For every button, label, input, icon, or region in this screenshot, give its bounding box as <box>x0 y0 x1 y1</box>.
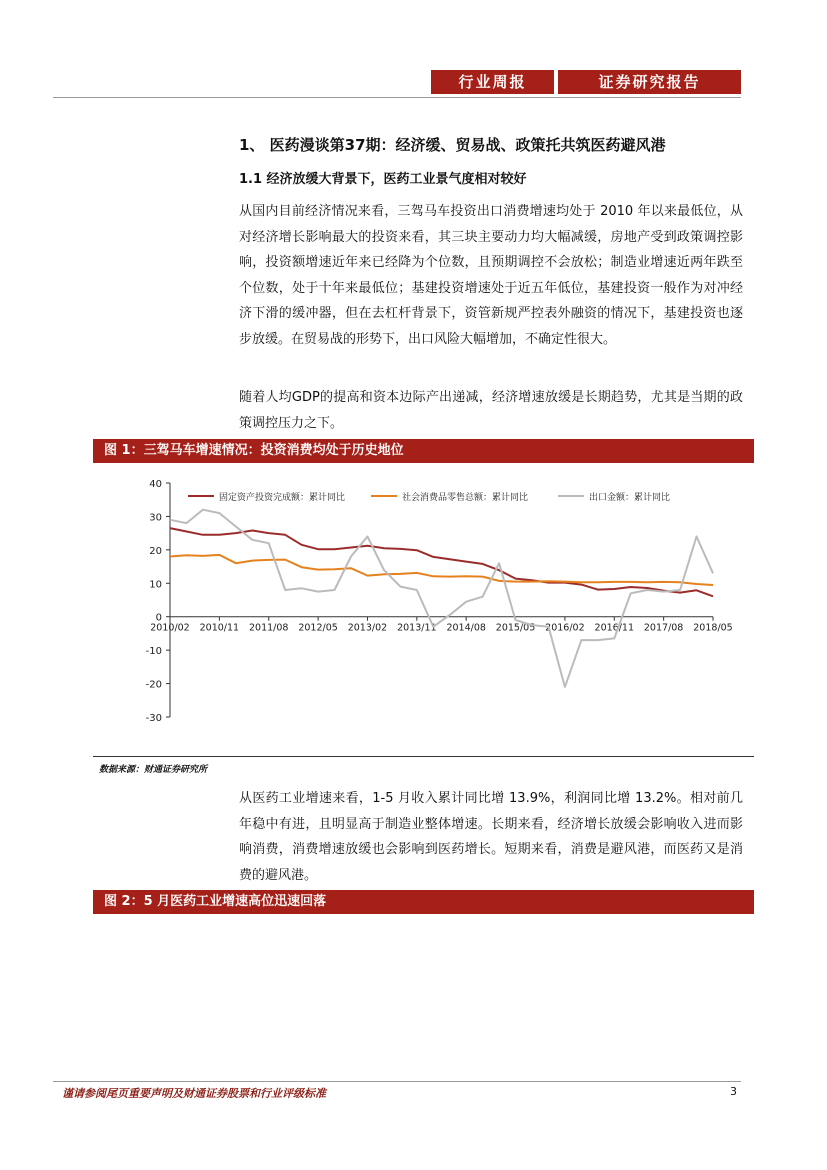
x-tick-label: 2016/11 <box>594 622 635 634</box>
footer-divider <box>53 1081 741 1082</box>
header-tag-weekly: 行业周报 <box>431 70 554 94</box>
x-tick-label: 2018/05 <box>693 622 733 634</box>
y-tick-label: -10 <box>145 646 162 658</box>
header-divider <box>53 97 741 98</box>
footer-disclaimer: 谨请参阅尾页重要声明及财通证券股票和行业评级标准 <box>62 1087 326 1100</box>
y-tick-label: -30 <box>145 713 162 724</box>
figure1-source: 数据来源：财通证券研究所 <box>99 765 208 775</box>
legend-label-0: 固定资产投资完成额：累计同比 <box>219 493 346 503</box>
legend-label-2: 出口金额：累计同比 <box>589 493 671 503</box>
figure2-title: 图 2：5 月医药工业增速高位迅速回落 <box>93 890 754 914</box>
figure2-rule <box>93 912 754 914</box>
figure1-title: 图 1：三驾马车增速情况：投资消费均处于历史地位 <box>93 439 754 463</box>
y-tick-label: 20 <box>149 545 162 557</box>
paragraph-pharma: 从医药工业增速来看，1-5 月收入累计同比增 13.9%，利润同比增 13.2%。相对前几年稳中有进，且明显高于制造业整体增速。长期来看，经济增长放缓会影响收入进而影响消费，消费增速放缓也会影响到医药增长。短期来看，消费是避风港，而医药又是消费的避风港。 <box>239 791 743 883</box>
section-heading: 1、 医药漫谈第37期：经济缓、贸易战、政策托共筑医药避风港 <box>239 136 666 154</box>
x-tick-label: 2015/05 <box>495 622 536 634</box>
paragraph-economy: 从国内目前经济情况来看，三驾马车投资出口消费增速均处于 2010 年以来最低位，从对经济增长影响最大的投资来看，其三块主要动力均大幅减缓，房地产受到政策调控影响，投资额增速近年来已经降为个位数，且预期调控不会放松；制造业增速近两年跌至个位数，处于十年来最低位；基建投资增速处于近五年低位，基建投资一般作为对冲经济下滑的缓冲器，但在去杠杆背景下，资管新规严控表外融资的情况下，基建投资也逐步放缓。在贸易战的形势下，出口风险大幅增加，不确定性很大。 <box>239 204 743 347</box>
series-line-2 <box>170 510 713 687</box>
x-tick-label: 2016/02 <box>545 622 585 634</box>
paragraph-gdp: 随着人均GDP的提高和资本边际产出递减，经济增速放缓是长期趋势，尤其是当期的政策调控压力之下。 <box>239 390 743 431</box>
x-tick-label: 2010/11 <box>199 622 240 634</box>
y-tick-label: 40 <box>149 479 162 490</box>
legend-label-1: 社会消费品零售总额：累计同比 <box>402 493 529 503</box>
y-tick-label: 0 <box>155 612 162 624</box>
page-number: 3 <box>730 1085 737 1098</box>
y-tick-label: 30 <box>149 512 162 524</box>
x-tick-label: 2011/08 <box>248 622 289 634</box>
x-tick-label: 2013/02 <box>347 622 388 634</box>
subsection-heading: 1.1 经济放缓大背景下，医药工业景气度相对较好 <box>239 172 527 187</box>
growth-line-chart <box>93 470 754 740</box>
figure1-source-divider <box>93 756 754 757</box>
x-tick-label: 2013/11 <box>397 622 437 634</box>
x-tick-label: 2010/02 <box>150 622 190 634</box>
series-line-1 <box>170 555 713 585</box>
y-tick-label: -20 <box>145 679 162 691</box>
header-tag-report: 证券研究报告 <box>558 70 741 94</box>
x-tick-label: 2017/08 <box>643 622 684 634</box>
y-tick-label: 10 <box>149 579 162 591</box>
x-tick-label: 2014/08 <box>446 622 486 634</box>
x-tick-label: 2012/05 <box>298 622 338 634</box>
figure1-rule <box>93 461 754 463</box>
